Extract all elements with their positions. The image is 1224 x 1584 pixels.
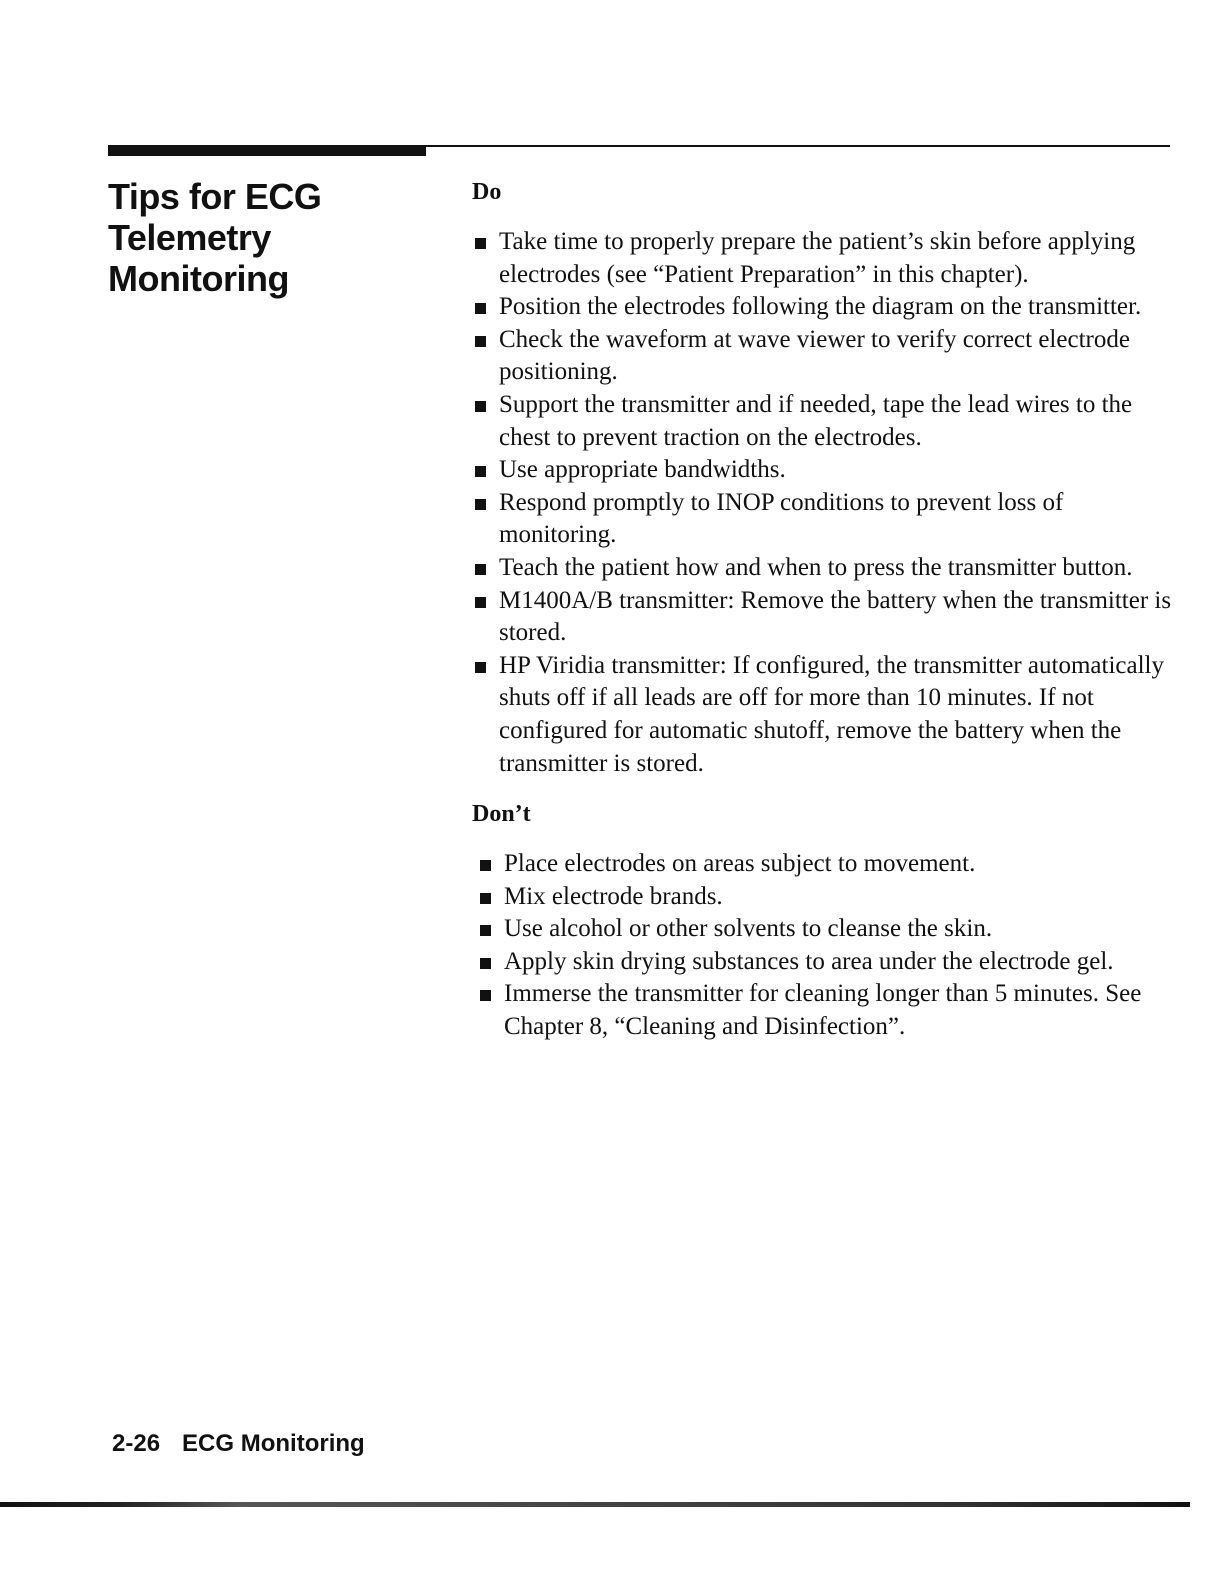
square-bullet-icon xyxy=(475,662,486,673)
list-item xyxy=(472,389,1182,454)
square-bullet-icon xyxy=(475,303,486,314)
section-title xyxy=(108,176,428,299)
page-footer xyxy=(112,1428,365,1460)
list-item xyxy=(472,552,1182,585)
square-bullet-icon xyxy=(480,990,491,1001)
square-bullet-icon xyxy=(475,401,486,412)
list-item xyxy=(472,650,1182,780)
square-bullet-icon xyxy=(480,893,491,904)
dont-heading: Don’t xyxy=(472,801,531,828)
list-item xyxy=(472,487,1182,552)
square-bullet-icon xyxy=(480,860,491,871)
list-item xyxy=(472,913,1182,946)
list-item xyxy=(472,848,1182,881)
list-item-text: Position the electrodes following the diagram on the transmitter. xyxy=(499,293,1142,321)
list-item-text: Use alcohol or other solvents to cleanse the skin. xyxy=(504,915,993,943)
list-item xyxy=(472,585,1182,650)
square-bullet-icon xyxy=(475,336,486,347)
dont-list xyxy=(472,848,1182,1044)
list-item-text: Check the waveform at wave viewer to verify correct electrode positioning. xyxy=(499,325,1130,386)
section-title-line: Tips for ECG xyxy=(108,176,322,217)
list-item-text: Apply skin drying substances to area under the electrode gel. xyxy=(504,947,1114,975)
list-item xyxy=(472,324,1182,389)
list-item-text: Immerse the transmitter for cleaning longer than 5 minutes. See Chapter 8, “Cleaning and Disinfection”. xyxy=(504,980,1142,1041)
page-number: 2-26 xyxy=(112,1430,161,1457)
list-item-text: Take time to properly prepare the patient’s skin before applying electrodes (see “Patient Preparation” in this chapter). xyxy=(499,228,1136,288)
square-bullet-icon xyxy=(475,564,486,575)
square-bullet-icon xyxy=(475,466,486,477)
list-item xyxy=(472,226,1182,291)
list-item xyxy=(472,978,1182,1043)
square-bullet-icon xyxy=(475,597,486,608)
list-item-text: Teach the patient how and when to press the transmitter button. xyxy=(499,553,1133,581)
square-bullet-icon xyxy=(480,958,491,969)
list-item-text: Support the transmitter and if needed, tape the lead wires to the chest to prevent traction on the electrodes. xyxy=(499,390,1133,451)
list-item-text: Respond promptly to INOP conditions to prevent loss of monitoring. xyxy=(499,488,1064,549)
list-item xyxy=(472,881,1182,914)
list-item-text: Place electrodes on areas subject to movement. xyxy=(504,850,976,878)
do-list xyxy=(472,226,1182,780)
list-item xyxy=(472,454,1182,487)
square-bullet-icon xyxy=(480,925,491,936)
section-title-line: Monitoring xyxy=(108,258,289,299)
square-bullet-icon xyxy=(475,499,486,510)
list-item-text: HP Viridia transmitter: If configured, the transmitter automatically shuts off if all leads are off for more than 10 minutes. If not configured for automatic shutoff, remove the battery when the transmitter is stored. xyxy=(499,651,1164,777)
do-heading: Do xyxy=(472,179,502,205)
tips-content xyxy=(472,176,1182,1044)
list-item-text: M1400A/B transmitter: Remove the battery when the transmitter is stored. xyxy=(499,586,1172,647)
list-item xyxy=(472,946,1182,979)
square-bullet-icon xyxy=(475,238,486,249)
list-item-text: Use appropriate bandwidths. xyxy=(499,456,786,484)
list-item-text: Mix electrode brands. xyxy=(504,882,723,910)
footer-rule xyxy=(0,1502,1190,1507)
list-item xyxy=(472,291,1182,324)
section-title-line: Telemetry xyxy=(108,217,271,258)
chapter-title: ECG Monitoring xyxy=(182,1430,365,1457)
header-rule-thick xyxy=(108,146,426,156)
